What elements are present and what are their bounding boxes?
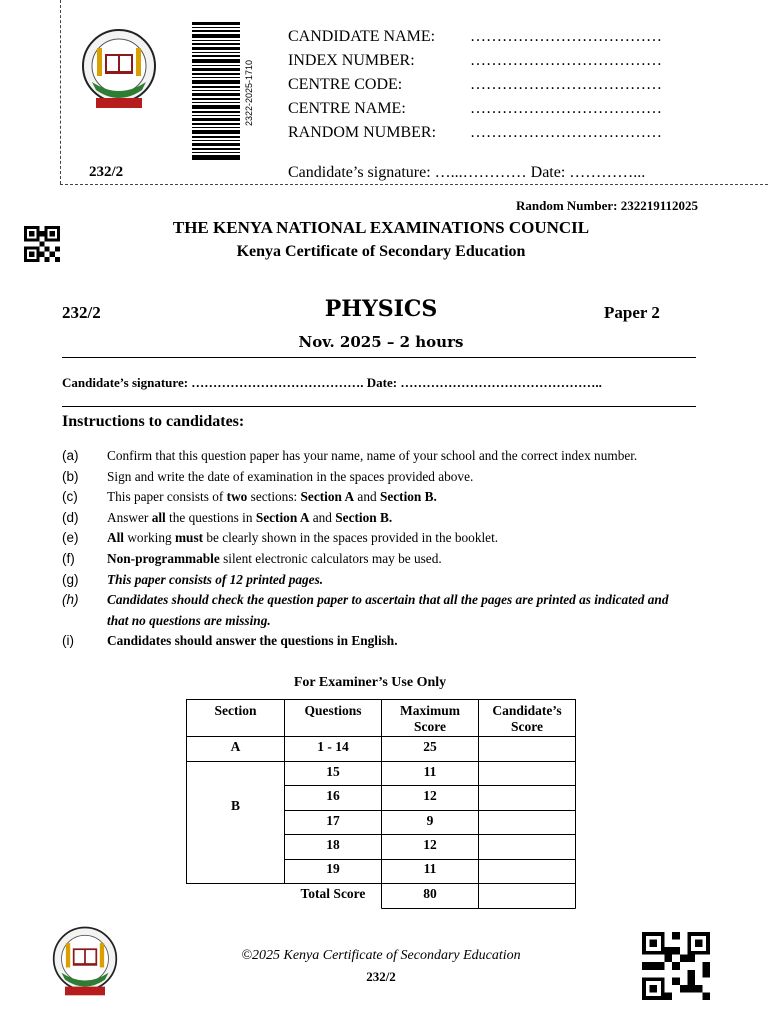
instruction-text: and	[354, 489, 380, 505]
instruction-text: Sign and write the date of examination in the spaces provided above.	[107, 468, 474, 484]
instruction-item	[62, 446, 682, 467]
table-total-value: 80	[423, 886, 437, 901]
instruction-item	[62, 570, 682, 591]
table-cell-questions: 18	[326, 837, 340, 852]
subject-title: PHYSICS	[324, 296, 438, 322]
centre-code-label: CENTRE CODE:	[288, 76, 403, 93]
barcode-number: 2322-2025-1710	[244, 59, 254, 126]
instruction-text: and	[309, 509, 336, 525]
table-cell-questions: 15	[326, 764, 340, 779]
instruction-item	[62, 487, 682, 508]
instruction-text: Candidates should check the question paper to ascertain that all the pages are printed as indicated and that no questions are missing.	[107, 592, 669, 628]
table-cell-questions: 19	[326, 861, 340, 876]
table-cell-max-score: 25	[423, 739, 437, 754]
instruction-item	[62, 590, 682, 631]
random-number-value: 232219112025	[620, 198, 698, 213]
knec-crest-icon	[78, 26, 160, 118]
table-cell-max-score: 12	[423, 788, 437, 803]
examiner-title: For Examiner’s Use Only	[293, 675, 447, 690]
candidate-name-label: CANDIDATE NAME:	[288, 28, 436, 45]
random-number-field[interactable]: ………………………………	[470, 124, 662, 141]
table-cell-section-a: A	[230, 739, 241, 754]
centre-name-label: CENTRE NAME:	[288, 100, 406, 117]
instruction-label: (b)	[62, 468, 79, 484]
instruction-emphasis: Non-programmable	[107, 550, 220, 566]
instruction-label: (g)	[62, 571, 79, 587]
instruction-text: working	[124, 530, 175, 546]
knec-crest-icon	[44, 924, 126, 1004]
table-header-questions: Questions	[304, 703, 362, 718]
instruction-text: the questions in	[165, 509, 256, 525]
paper-code-top: 232/2	[89, 164, 124, 180]
table-cell-max-score: 9	[426, 813, 434, 828]
footer-copyright: ©2025 Kenya Certificate of Secondary Education	[241, 948, 521, 963]
exam-session: Nov. 2025 – 2 hours	[298, 333, 464, 351]
cut-line-vertical	[60, 0, 61, 184]
table-cell-questions: 16	[326, 788, 340, 803]
table-cell-questions: 1 - 14	[317, 739, 349, 754]
table-cell-max-score: 11	[423, 764, 437, 779]
instruction-label: (a)	[62, 448, 79, 463]
random-number-label: RANDOM NUMBER:	[288, 124, 437, 141]
instruction-item	[62, 549, 682, 570]
instruction-emphasis: Section B.	[335, 509, 393, 525]
index-number-label: INDEX NUMBER:	[288, 52, 415, 69]
random-number	[516, 198, 698, 214]
certificate-title: Kenya Certificate of Secondary Education	[236, 243, 526, 260]
instruction-label: (e)	[62, 530, 79, 546]
barcode-icon	[192, 22, 240, 160]
instruction-text: Confirm that this question paper has your name, name of your school and the correct index number.	[107, 448, 638, 463]
centre-code-field[interactable]: ………………………………	[470, 76, 662, 93]
instruction-item	[62, 528, 682, 549]
table-cell-questions: 17	[326, 813, 340, 828]
table-header-section: Section	[214, 703, 257, 718]
instruction-emphasis: must	[174, 530, 204, 546]
instruction-text: Candidates should answer the questions in English.	[107, 633, 398, 649]
table-header-candidate-score: Candidate’s Score	[492, 703, 562, 734]
table-cell-section-b: B	[230, 798, 240, 813]
cut-line-horizontal	[60, 184, 768, 185]
candidate-signature-line[interactable]: Candidate’s signature: …………………………………. Date: ………………………………………..	[62, 375, 602, 390]
instruction-text: This paper consists of 12 printed pages.	[107, 571, 324, 587]
council-title: THE KENYA NATIONAL EXAMINATIONS COUNCIL	[172, 218, 590, 237]
instruction-emphasis: Section B.	[379, 489, 437, 505]
instruction-label: (i)	[62, 633, 74, 649]
instruction-text: silent electronic calculators may be used.	[219, 550, 442, 566]
instruction-label: (h)	[62, 592, 79, 608]
table-cell-max-score: 12	[423, 837, 437, 852]
footer-paper-code: 232/2	[366, 969, 396, 984]
instruction-label: (f)	[62, 550, 75, 566]
instruction-item	[62, 508, 682, 529]
instruction-item	[62, 467, 682, 488]
instruction-label: (c)	[62, 489, 78, 505]
candidate-name-field[interactable]: ………………………………	[470, 28, 662, 45]
centre-name-field[interactable]: ………………………………	[470, 100, 662, 117]
table-cell-max-score: 11	[423, 861, 437, 876]
instruction-emphasis: All	[107, 530, 124, 546]
instruction-text: Answer	[107, 509, 152, 525]
instruction-emphasis: Section A	[255, 509, 310, 525]
instruction-emphasis: two	[226, 489, 248, 505]
qr-code-icon	[642, 932, 710, 1000]
instructions-list	[62, 446, 682, 652]
instruction-emphasis: Section A	[300, 489, 355, 505]
table-header-max-score: Maximum Score	[400, 703, 460, 734]
instruction-text: This paper consists of	[107, 489, 227, 505]
paper-number: Paper 2	[604, 303, 660, 322]
instructions-title: Instructions to candidates:	[62, 413, 245, 430]
header-signature-line[interactable]: Candidate’s signature: …...………… Date: …………...	[288, 164, 646, 181]
instruction-text: sections:	[247, 489, 301, 505]
random-number-label-text: Random Number:	[515, 198, 618, 213]
instruction-item	[62, 631, 682, 652]
table-total-label: Total Score	[300, 886, 366, 901]
instruction-text: be clearly shown in the spaces provided in the booklet.	[203, 530, 499, 546]
divider-top	[62, 357, 696, 358]
paper-code: 232/2	[62, 303, 101, 322]
instruction-emphasis: all	[151, 509, 166, 525]
instruction-label: (d)	[62, 509, 79, 525]
divider-bottom	[62, 406, 696, 407]
index-number-field[interactable]: ………………………………	[470, 52, 662, 69]
